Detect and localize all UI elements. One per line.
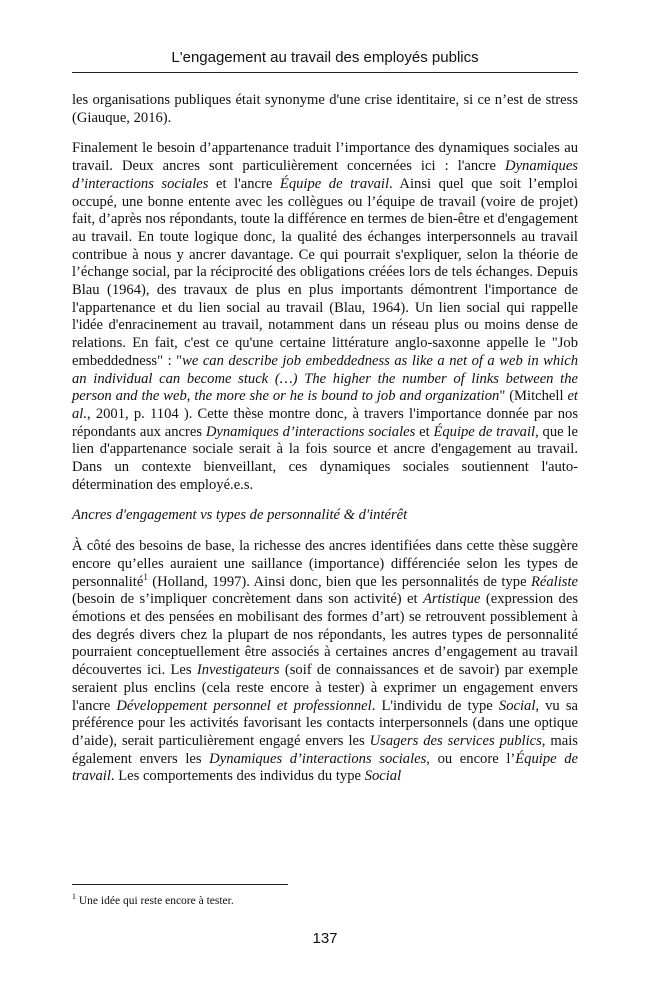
footnote xyxy=(72,894,578,908)
paragraph-belonging: Finalement le besoin d’appartenance traduit l’importance des dynamiques sociales au travail. Deux ancres sont particulièrement concernées ici : l'ancre Dynamiques d’interactions sociales et l'ancre Équipe de travail. Ainsi quel que soit l’emploi occupé, une bonne entente avec les collègues ou l’équipe de travail (voire de projet) fait, d’après nos répondants, toute la différence en termes de bien-être et d'engagement au travail. En toute logique donc, la qualité des échanges interpersonnels au travail contribue à nous y ancrer davantage. Ce qui pourrait s'expliquer, selon la théorie de l’échange social, par la réciprocité des obligations créées lors de tels échanges. Depuis Blau (1964), des travaux de plus en plus importants démontrent l'importance de l'appartenance et du lien social au travail (Blau, 1964). Un lien social qui rappelle l'idée d'enracinement au travail, notamment dans un réseau plus ou moins dense de relations. En fait, c'est ce qu'une certaine littérature anglo-saxonne appelle le "Job embeddedness" : "we can describe job embeddedness as like a net of a web in which an individual can become stuck (…) The higher the number of links between the person and the web, the more she or he is bound to job and organization" (Mitchell et al., 2001, p. 1104 ). Cette thèse montre donc, à travers l'importance donnée par nos répondants aux ancres Dynamiques d’interactions sociales et Équipe de travail, que le lien d'appartenance sociale serait à la fois source et ancre d'engagement au travail. Dans un contexte bienveillant, ces dynamiques sociales soutiennent l'auto-détermination des employé.e.s. xyxy=(72,140,578,493)
quotation: we can describe job embeddedness as like a net of a web in which an individual can become stuck (…) The higher the number of links between the person and the web, the more she or he is bound to job and organization xyxy=(72,352,578,405)
anchor-name: Équipe de travail xyxy=(279,175,390,192)
paragraph-personality: À côté des besoins de base, la richesse des ancres identifiées dans cette thèse suggère encore qu’elles auraient une saillance (importance) différenciée selon les types de personnalité$^1$ (Holland, 1997). Ainsi donc, bien que les personnalités de type Réaliste (besoin de s’impliquer concrètement dans son activité) et Artistique (expression des émotions et des pensées en mobilisant des formes d’art) se retrouvent possiblement à des degrés divers chez la plupart de nos répondants, les autres types de personnalité pourraient conceptuellement être associés à certaines ancres d’engagement au travail découvertes ici. Les Investigateurs (soif de connaissances et de savoir) par exemple seraient plus enclins (cela reste encore à tester) à exprimer un engagement envers l'ancre Développement personnel et professionnel. L'individu de type Social, vu sa préférence pour les activités favorisant les contacts interpersonnels (dans une optique d’aide), serait particulièrement engagé envers les Usagers des services publics, mais également envers les Dynamiques d’interactions sociales, ou encore l’Équipe de travail. Les comportements des individus du type Social xyxy=(72,538,579,785)
footnote-reference[interactable]: 1 xyxy=(143,571,148,582)
anchor-name: Dynamiques d’interactions sociales xyxy=(205,423,416,440)
footnote-marker: 1 xyxy=(72,892,76,902)
footnote-divider xyxy=(72,884,288,885)
section-heading: Ancres d'engagement vs types de personnalité & d'intérêt xyxy=(72,507,408,524)
personality-type: Social xyxy=(498,697,536,714)
anchor-name: Usagers des services publics xyxy=(369,732,542,749)
anchor-name: Dynamiques d’interactions sociales xyxy=(72,158,578,192)
running-header-title: L'engagement au travail des employés publics xyxy=(171,49,479,66)
anchor-name: Dynamiques d’interactions sociales xyxy=(209,750,427,767)
personality-type: Réaliste xyxy=(530,573,578,590)
personality-type: Investigateurs xyxy=(196,662,280,679)
personality-type: Social xyxy=(364,768,402,785)
citation-etal: et al. xyxy=(72,388,578,422)
footnote-text: Une idée qui reste encore à tester. xyxy=(76,895,234,907)
running-header xyxy=(72,48,578,73)
personality-type: Artistique xyxy=(422,591,481,608)
anchor-name: Développement personnel et professionnel xyxy=(116,697,372,714)
page-number: 137 xyxy=(312,930,338,947)
paragraph-continuation: les organisations publiques était synonyme d'une crise identitaire, si ce n’est de stress (Giauque, 2016). xyxy=(72,92,578,126)
anchor-name: Équipe de travail xyxy=(72,750,578,785)
anchor-name: Équipe de travail xyxy=(433,423,536,440)
body-text xyxy=(72,92,578,799)
